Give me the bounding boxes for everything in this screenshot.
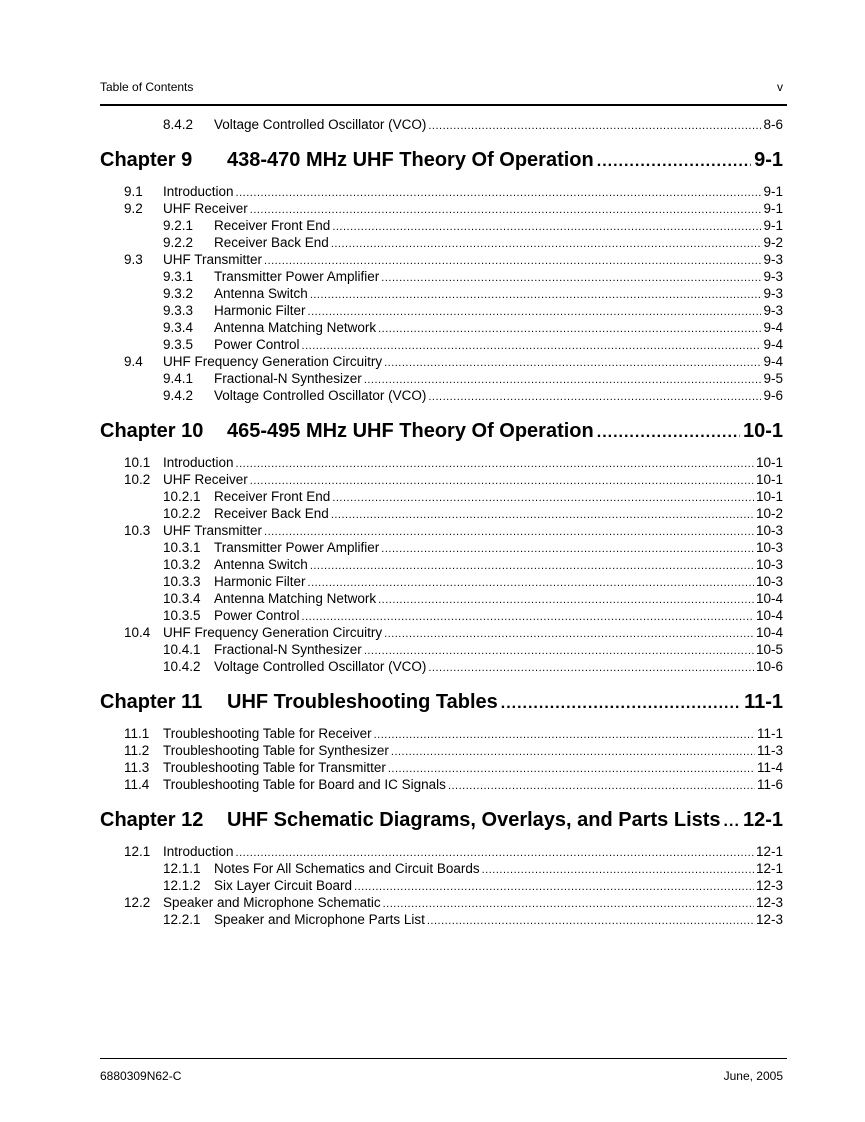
- toc-entry-page: 10-3: [755, 574, 783, 589]
- toc-entry-page: 11-4: [756, 760, 783, 775]
- toc-entry-title: Speaker and Microphone Parts List: [214, 912, 425, 927]
- toc-entry-number: 12.1.2: [163, 878, 201, 893]
- chapter-label: Chapter 10: [100, 420, 204, 442]
- toc-entry-title: Harmonic Filter: [214, 303, 306, 318]
- toc-entry-title: Receiver Back End: [214, 235, 329, 250]
- document-date: June, 2005: [723, 1069, 783, 1083]
- toc-entry-title: UHF Transmitter: [163, 523, 263, 538]
- table-of-contents: [100, 116, 783, 928]
- toc-entry-line: [214, 911, 783, 930]
- dot-leader: [597, 418, 740, 446]
- toc-entry[interactable]: [100, 607, 783, 624]
- toc-entry[interactable]: [100, 488, 783, 505]
- toc-entry-title: Antenna Switch: [214, 557, 308, 572]
- toc-entry-number: 11.4: [124, 777, 150, 792]
- toc-entry[interactable]: [100, 319, 783, 336]
- toc-entry[interactable]: [100, 556, 783, 573]
- toc-entry-title: Voltage Controlled Oscillator (VCO): [214, 659, 427, 674]
- toc-entry-title: Troubleshooting Table for Board and IC Signals: [163, 777, 446, 792]
- toc-entry-title: Harmonic Filter: [214, 574, 306, 589]
- toc-entry-title: Transmitter Power Amplifier: [214, 540, 380, 555]
- toc-entry[interactable]: [100, 454, 783, 471]
- toc-entry-page: 10-1: [755, 472, 783, 487]
- toc-entry-number: 10.3.3: [163, 574, 201, 589]
- toc-entry-number: 9.4.1: [163, 371, 194, 386]
- toc-entry-number: 10.3.5: [163, 608, 201, 623]
- toc-entry[interactable]: [100, 641, 783, 658]
- chapter-heading[interactable]: [100, 807, 783, 833]
- toc-entry-number: 11.1: [124, 726, 150, 741]
- chapter-label: Chapter 11: [100, 691, 203, 713]
- toc-entry-number: 8.4.2: [163, 117, 194, 132]
- toc-entry-number: 11.2: [124, 743, 150, 758]
- toc-entry-title: UHF Frequency Generation Circuitry: [163, 625, 383, 640]
- toc-entry-number: 10.2: [124, 472, 151, 487]
- toc-entry[interactable]: [100, 370, 783, 387]
- toc-entry-number: 10.1: [124, 455, 151, 470]
- toc-entry-page: 10-6: [755, 659, 783, 674]
- chapter-heading[interactable]: [100, 418, 783, 444]
- chapter-line: [227, 418, 783, 446]
- document-number: 6880309N62-C: [100, 1069, 182, 1083]
- toc-entry-number: 10.2.1: [163, 489, 201, 504]
- toc-entry-page: 9-6: [763, 388, 783, 403]
- toc-entry-number: 9.1: [124, 184, 143, 199]
- toc-entry-number: 11.3: [124, 760, 150, 775]
- toc-entry[interactable]: [100, 183, 783, 200]
- toc-entry-page: 12-3: [755, 895, 783, 910]
- toc-entry-title: UHF Receiver: [163, 201, 248, 216]
- toc-entry[interactable]: [100, 877, 783, 894]
- toc-entry-page: 10-3: [755, 540, 783, 555]
- toc-entry-number: 9.3.5: [163, 337, 194, 352]
- toc-entry-number: 9.4: [124, 354, 143, 369]
- toc-entry[interactable]: [100, 251, 783, 268]
- toc-entry-page: 10-4: [755, 625, 783, 640]
- toc-entry-page: 9-3: [763, 286, 783, 301]
- toc-entry-number: 12.2: [124, 895, 151, 910]
- toc-entry-page: 9-4: [763, 337, 783, 352]
- toc-entry[interactable]: [100, 116, 783, 133]
- toc-entry-page: 9-2: [763, 235, 783, 250]
- chapter-title: UHF Troubleshooting Tables: [227, 691, 498, 713]
- toc-entry[interactable]: [100, 505, 783, 522]
- toc-entry-line: [163, 776, 783, 795]
- toc-entry-page: 9-3: [763, 252, 783, 267]
- toc-entry[interactable]: [100, 268, 783, 285]
- toc-entry[interactable]: [100, 285, 783, 302]
- toc-entry-page: 9-4: [763, 320, 783, 335]
- toc-entry-page: 12-3: [755, 878, 783, 893]
- toc-entry-number: 10.2.2: [163, 506, 201, 521]
- toc-entry[interactable]: [100, 387, 783, 404]
- toc-entry[interactable]: [100, 911, 783, 928]
- toc-entry-title: Notes For All Schematics and Circuit Boards: [214, 861, 480, 876]
- toc-entry[interactable]: [100, 573, 783, 590]
- toc-entry-page: 9-1: [763, 201, 783, 216]
- toc-entry-page: 10-1: [755, 455, 783, 470]
- toc-entry[interactable]: [100, 200, 783, 217]
- toc-entry-page: 9-1: [763, 218, 783, 233]
- toc-entry[interactable]: [100, 336, 783, 353]
- header-title: Table of Contents: [100, 80, 194, 94]
- toc-entry-page: 9-3: [763, 269, 783, 284]
- toc-entry-title: Antenna Matching Network: [214, 591, 377, 606]
- toc-entry-number: 9.2.2: [163, 235, 194, 250]
- toc-entry-title: Receiver Front End: [214, 489, 331, 504]
- toc-entry-number: 10.4: [124, 625, 151, 640]
- toc-entry-number: 9.2.1: [163, 218, 194, 233]
- toc-entry-page: 10-2: [755, 506, 783, 521]
- chapter-page: 11-1: [744, 691, 783, 713]
- toc-entry-number: 10.3.1: [163, 540, 201, 555]
- toc-entry[interactable]: [100, 725, 783, 742]
- toc-entry[interactable]: [100, 776, 783, 793]
- toc-entry[interactable]: [100, 590, 783, 607]
- toc-entry-title: Voltage Controlled Oscillator (VCO): [214, 117, 427, 132]
- toc-entry-number: 10.4.1: [163, 642, 201, 657]
- toc-entry[interactable]: [100, 353, 783, 370]
- toc-entry-line: [214, 387, 783, 406]
- toc-entry-number: 10.3.2: [163, 557, 201, 572]
- toc-entry-page: 9-3: [763, 303, 783, 318]
- toc-entry[interactable]: [100, 522, 783, 539]
- toc-entry-page: 10-4: [755, 608, 783, 623]
- toc-entry-page: 9-5: [763, 371, 783, 386]
- toc-entry-title: Introduction: [163, 184, 234, 199]
- toc-entry-title: Fractional-N Synthesizer: [214, 371, 362, 386]
- toc-entry-title: UHF Frequency Generation Circuitry: [163, 354, 383, 369]
- footer-rule: [100, 1058, 787, 1059]
- toc-entry-page: 12-3: [755, 912, 783, 927]
- toc-entry[interactable]: [100, 302, 783, 319]
- toc-entry-title: Voltage Controlled Oscillator (VCO): [214, 388, 427, 403]
- dot-leader: [427, 911, 754, 930]
- toc-entry-title: Power Control: [214, 608, 300, 623]
- toc-entry-title: Troubleshooting Table for Transmitter: [163, 760, 386, 775]
- toc-entry-number: 12.2.1: [163, 912, 201, 927]
- chapter-title: UHF Schematic Diagrams, Overlays, and Parts Lists: [227, 809, 721, 831]
- dot-leader: [501, 689, 741, 717]
- toc-entry-page: 11-6: [756, 777, 783, 792]
- toc-entry-line: [214, 658, 783, 677]
- toc-entry[interactable]: [100, 624, 783, 641]
- toc-entry[interactable]: [100, 860, 783, 877]
- chapter-page: 9-1: [754, 149, 783, 171]
- toc-entry-number: 9.3.1: [163, 269, 194, 284]
- toc-entry-title: Introduction: [163, 844, 234, 859]
- toc-entry[interactable]: [100, 217, 783, 234]
- dot-leader: [428, 658, 754, 677]
- header-rule: [100, 104, 787, 106]
- dot-leader: [428, 387, 761, 406]
- toc-entry-title: Speaker and Microphone Schematic: [163, 895, 381, 910]
- chapter-label: Chapter 12: [100, 809, 204, 831]
- toc-entry-number: 12.1: [124, 844, 151, 859]
- toc-entry[interactable]: [100, 742, 783, 759]
- toc-entry-number: 9.3.4: [163, 320, 194, 335]
- toc-entry-title: Antenna Switch: [214, 286, 308, 301]
- toc-entry[interactable]: [100, 234, 783, 251]
- chapter-heading[interactable]: [100, 147, 783, 173]
- toc-entry-title: Receiver Back End: [214, 506, 329, 521]
- toc-entry-number: 12.1.1: [163, 861, 201, 876]
- toc-entry-title: Troubleshooting Table for Receiver: [163, 726, 372, 741]
- toc-entry-page: 9-1: [763, 184, 783, 199]
- toc-entry-number: 10.4.2: [163, 659, 201, 674]
- toc-entry-title: Antenna Matching Network: [214, 320, 377, 335]
- toc-entry-number: 9.3.2: [163, 286, 194, 301]
- toc-entry-title: Transmitter Power Amplifier: [214, 269, 380, 284]
- toc-entry-number: 9.4.2: [163, 388, 194, 403]
- toc-entry-title: Power Control: [214, 337, 300, 352]
- toc-entry-page: 10-4: [755, 591, 783, 606]
- toc-entry-number: 9.3: [124, 252, 143, 267]
- dot-leader: [428, 116, 761, 135]
- chapter-page: 10-1: [742, 420, 783, 442]
- toc-entry-number: 10.3.4: [163, 591, 201, 606]
- toc-entry-page: 11-3: [756, 743, 783, 758]
- toc-entry-number: 10.3: [124, 523, 151, 538]
- toc-entry-page: 9-4: [763, 354, 783, 369]
- toc-entry-title: Troubleshooting Table for Synthesizer: [163, 743, 389, 758]
- dot-leader: [448, 776, 755, 795]
- chapter-label: Chapter 9: [100, 149, 193, 171]
- dot-leader: [597, 147, 751, 175]
- toc-entry-title: UHF Transmitter: [163, 252, 263, 267]
- toc-entry-page: 12-1: [755, 844, 783, 859]
- toc-entry-page: 12-1: [755, 861, 783, 876]
- toc-entry[interactable]: [100, 658, 783, 675]
- chapter-title: 438-470 MHz UHF Theory Of Operation: [227, 149, 594, 171]
- toc-entry-page: 8-6: [763, 117, 783, 132]
- chapter-page: 12-1: [742, 809, 783, 831]
- page-header: [100, 80, 783, 94]
- toc-entry-title: Fractional-N Synthesizer: [214, 642, 362, 657]
- toc-entry[interactable]: [100, 539, 783, 556]
- toc-entry-title: Introduction: [163, 455, 234, 470]
- toc-entry[interactable]: [100, 843, 783, 860]
- chapter-title: 465-495 MHz UHF Theory Of Operation: [227, 420, 594, 442]
- toc-entry-page: 11-1: [756, 726, 783, 741]
- toc-entry-page: 10-5: [755, 642, 783, 657]
- chapter-line: [227, 807, 783, 835]
- chapter-line: [227, 689, 783, 717]
- toc-entry[interactable]: [100, 471, 783, 488]
- toc-entry-title: Six Layer Circuit Board: [214, 878, 353, 893]
- chapter-heading[interactable]: [100, 689, 783, 715]
- toc-entry-page: 10-3: [755, 523, 783, 538]
- header-page-number: v: [777, 80, 783, 94]
- toc-entry-page: 10-1: [755, 489, 783, 504]
- toc-entry[interactable]: [100, 759, 783, 776]
- toc-entry-title: Receiver Front End: [214, 218, 331, 233]
- chapter-line: [227, 147, 783, 175]
- toc-entry-line: [214, 116, 783, 135]
- toc-entry-title: UHF Receiver: [163, 472, 248, 487]
- toc-entry-number: 9.2: [124, 201, 143, 216]
- toc-entry-page: 10-3: [755, 557, 783, 572]
- toc-entry-number: 9.3.3: [163, 303, 194, 318]
- dot-leader: [724, 807, 740, 835]
- toc-entry[interactable]: [100, 894, 783, 911]
